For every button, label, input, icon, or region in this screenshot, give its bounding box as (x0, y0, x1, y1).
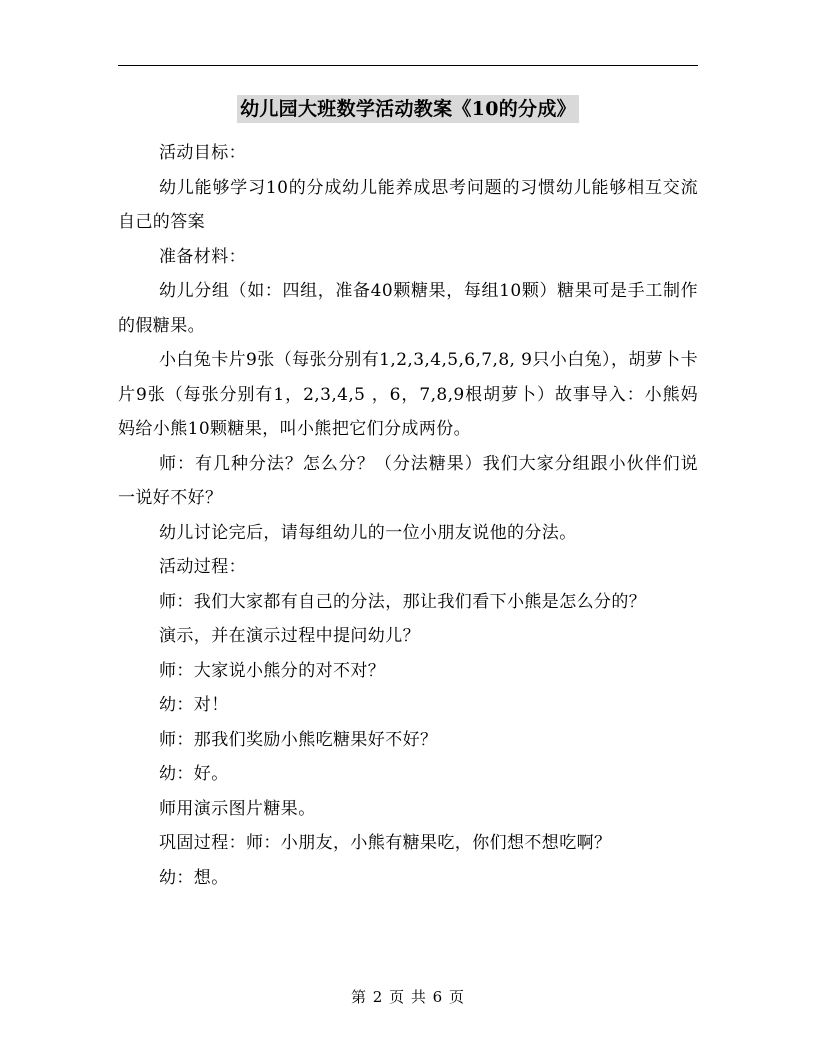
paragraph: 师用演示图片糖果。 (159, 798, 316, 819)
title-container (0, 95, 816, 123)
paragraph: 师：我们大家都有自己的分法，那让我们看下小熊是怎么分的？ (159, 591, 647, 612)
paragraph: 演示，并在演示过程中提问幼儿？ (159, 626, 420, 646)
paragraph: 活动目标： (159, 143, 246, 163)
paragraph: 巩固过程：师：小朋友，小熊有糖果吃，你们想不想吃啊？ (159, 833, 612, 853)
header-rule (118, 65, 698, 66)
document-body (118, 136, 698, 895)
paragraph: 幼：对！ (159, 695, 229, 715)
paragraph: 准备材料： (159, 246, 246, 267)
paragraph: 幼儿能够学习10的分成幼儿能养成思考问题的习惯幼儿能够相互交流自己的答案 (118, 177, 698, 232)
document-title: 幼儿园大班数学活动教案《10的分成》 (237, 95, 579, 123)
paragraph: 师：大家说小熊分的对不对？ (159, 660, 386, 681)
paragraph: 幼儿分组（如：四组，准备40颗糖果，每组10颗）糖果可是手工制作的假糖果。 (118, 281, 698, 336)
paragraph: 幼：好。 (159, 764, 229, 784)
paragraph: 幼儿讨论完后，请每组幼儿的一位小朋友说他的分法。 (159, 522, 577, 543)
paragraph: 小白兔卡片9张（每张分别有1,2,3,4,5,6,7,8, 9只小白兔），胡萝卜卡片9张（每张分别有1，2,3,4,5 ，6，7,8,9根胡萝卜）故事导入：小熊妈妈给小熊10颗糖果，叫小熊把它们分成两份。 (118, 350, 698, 439)
paragraph: 师：那我们奖励小熊吃糖果好不好？ (159, 729, 438, 750)
paragraph: 幼：想。 (159, 867, 229, 888)
paragraph: 活动过程： (159, 557, 246, 577)
page-number: 第 2 页 共 6 页 (351, 988, 465, 1006)
paragraph: 师：有几种分法？怎么分？（分法糖果）我们大家分组跟小伙伴们说一说好不好？ (118, 453, 698, 508)
